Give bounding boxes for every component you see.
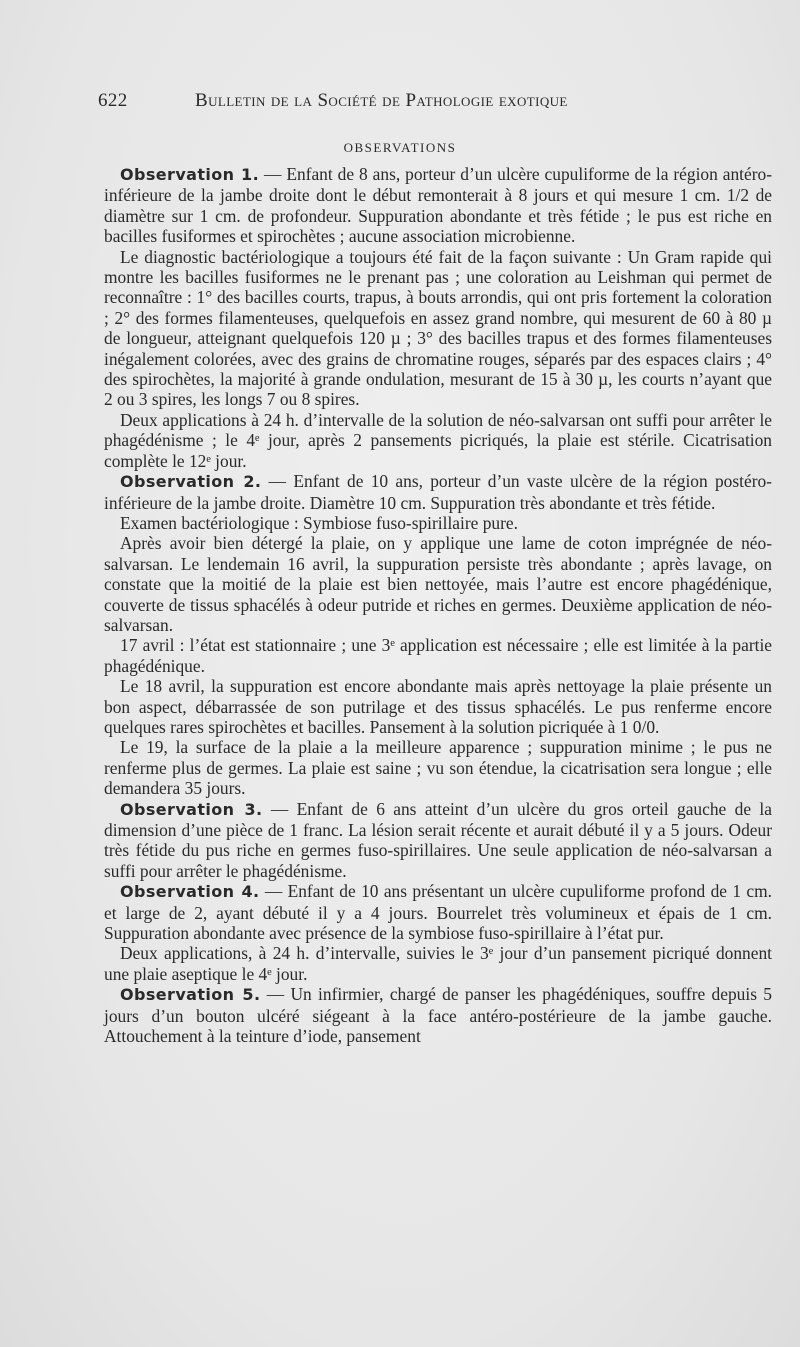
observation-label: Observation 4. — [120, 882, 260, 902]
paragraph — [104, 737, 772, 798]
paragraph-text: Le 19, la surface de la plaie a la meilleure apparence ; suppuration minime ; le pus ne renferme plus de germes. La plaie est saine ; vu son étendue, la cicatrisation sera longue ; elle demandera 35 jours. — [104, 737, 772, 799]
paragraph-text: Examen bactériologique : Symbiose fuso-spirillaire pure. — [120, 512, 518, 533]
paragraph — [104, 247, 772, 410]
section-title: OBSERVATIONS — [343, 140, 457, 155]
paragraph-text: — Enfant de 8 ans, porteur d’un ulcère cupuliforme de la région antéro-inférieure de la jambe droite dont le début remonterait à 8 jours et qui mesure 1 cm. 1/2 de diamètre sur 1 cm. de profondeur. Suppuration abondante et très fétide ; le pus est riche en bacilles fusiformes et spirochètes ; aucune association microbienne. — [104, 164, 772, 247]
paragraph-text: — Enfant de 6 ans atteint d’un ulcère du gros orteil gauche de la dimension d’une pièce de 1 franc. La lésion serait récente et aurait débuté il y a 5 jours. Odeur très fétide du pus riche en germes fuso-spirillaires. Une seule application de néo-salvarsan a suffi pour arrêter le phagédénisme. — [104, 798, 772, 881]
page-header — [98, 90, 658, 116]
paragraph — [104, 676, 772, 737]
paragraph-text: — Enfant de 10 ans présentant un ulcère cupuliforme profond de 1 cm. et large de 2, ayant débuté il y a 4 jours. Bourrelet très volumineux et épais de 1 cm. Suppuration abondante avec présence de la symbiose fuso-spirillaire à l’état pur. — [104, 881, 772, 944]
paragraph — [104, 943, 772, 984]
paragraph — [104, 410, 772, 471]
paragraph-text: Deux applications à 24 h. d’intervalle de la solution de néo-salvarsan ont suffi pour arrêter le phagédénisme ; le 4ᵉ jour, après 2 pansements picriqués, la plaie est stérile. Cicatrisation complète le 12ᵉ jour. — [104, 409, 772, 471]
paragraph — [104, 984, 772, 1046]
running-title: Bulletin de la Société de Pathologie exotique — [195, 90, 568, 111]
observation-label: Observation 2. — [120, 472, 262, 492]
paragraph-text: Après avoir bien détergé la plaie, on y applique une lame de coton imprégnée de néo-salvarsan. Le lendemain 16 avril, la suppuration persiste très abondante ; après lavage, on constate que la moitié de la plaie est bien nettoyée, mais l’autre est encore phagédénique, couverte de tissus sphacélés à odeur putride et riches en germes. Deuxième application de néo-salvarsan. — [104, 533, 772, 635]
paragraph — [104, 513, 772, 533]
paragraph-text: Le 18 avril, la suppuration est encore abondante mais après nettoyage la plaie présente un bon aspect, débarrassée de son putrilage et des tissus sphacélés. Le pus renferme encore quelques rares spirochètes et bacilles. Pansement à la solution picriquée à 1 0/0. — [104, 676, 772, 737]
observation-label: Observation 1. — [120, 165, 260, 184]
page-number: 622 — [98, 90, 128, 111]
paragraph — [104, 635, 772, 676]
paragraph — [104, 799, 772, 882]
paragraph — [104, 533, 772, 635]
paragraph — [104, 164, 772, 247]
paragraph-text: Deux applications, à 24 h. d’intervalle, suivies le 3ᵉ jour d’un pansement picriqué donnent une plaie aseptique le 4ᵉ jour. — [104, 943, 772, 984]
paragraph-text: — Enfant de 10 ans, porteur d’un vaste ulcère de la région postéro-inférieure de la jambe droite. Diamètre 10 cm. Suppuration très abondante et très fétide. — [104, 471, 772, 513]
observation-label: Observation 3. — [120, 799, 263, 819]
paragraph-text: 17 avril : l’état est stationnaire ; une 3ᵉ application est nécessaire ; elle est limitée à la partie phagédénique. — [104, 635, 772, 676]
paragraph — [104, 881, 772, 943]
paragraph-text: Le diagnostic bactériologique a toujours été fait de la façon suivante : Un Gram rapide qui montre les bacilles fusiformes ne le prenant pas ; une coloration au Leishman qui permet de reconnaître : 1° des bacilles courts, trapus, à bouts arrondis, qui ont pris fortement la coloration ; 2° des formes filamenteuses, quelquefois en assez grand nombre, qui mesurent de 60 à 80 µ de longueur, atteignant quelquefois 120 µ ; 3° des bacilles trapus et des formes filamenteuses inégalement colorées, avec des grains de chromatine rouges, séparés par des espaces clairs ; 4° des spirochètes, la majorité à grande ondulation, mesurant de 15 à 30 µ, les courts n’ayant que 2 ou 3 spires, les longs 7 ou 8 spires. — [104, 246, 772, 410]
body-text — [104, 164, 772, 1046]
paragraph — [104, 471, 772, 513]
observation-label: Observation 5. — [120, 985, 261, 1005]
paragraph-text: — Un infirmier, chargé de panser les phagédéniques, souffre depuis 5 jours d’un bouton ulcéré siégeant à la face antéro-postérieure de la jambe gauche. Attouchement à la teinture d’iode, pansement — [104, 984, 772, 1047]
